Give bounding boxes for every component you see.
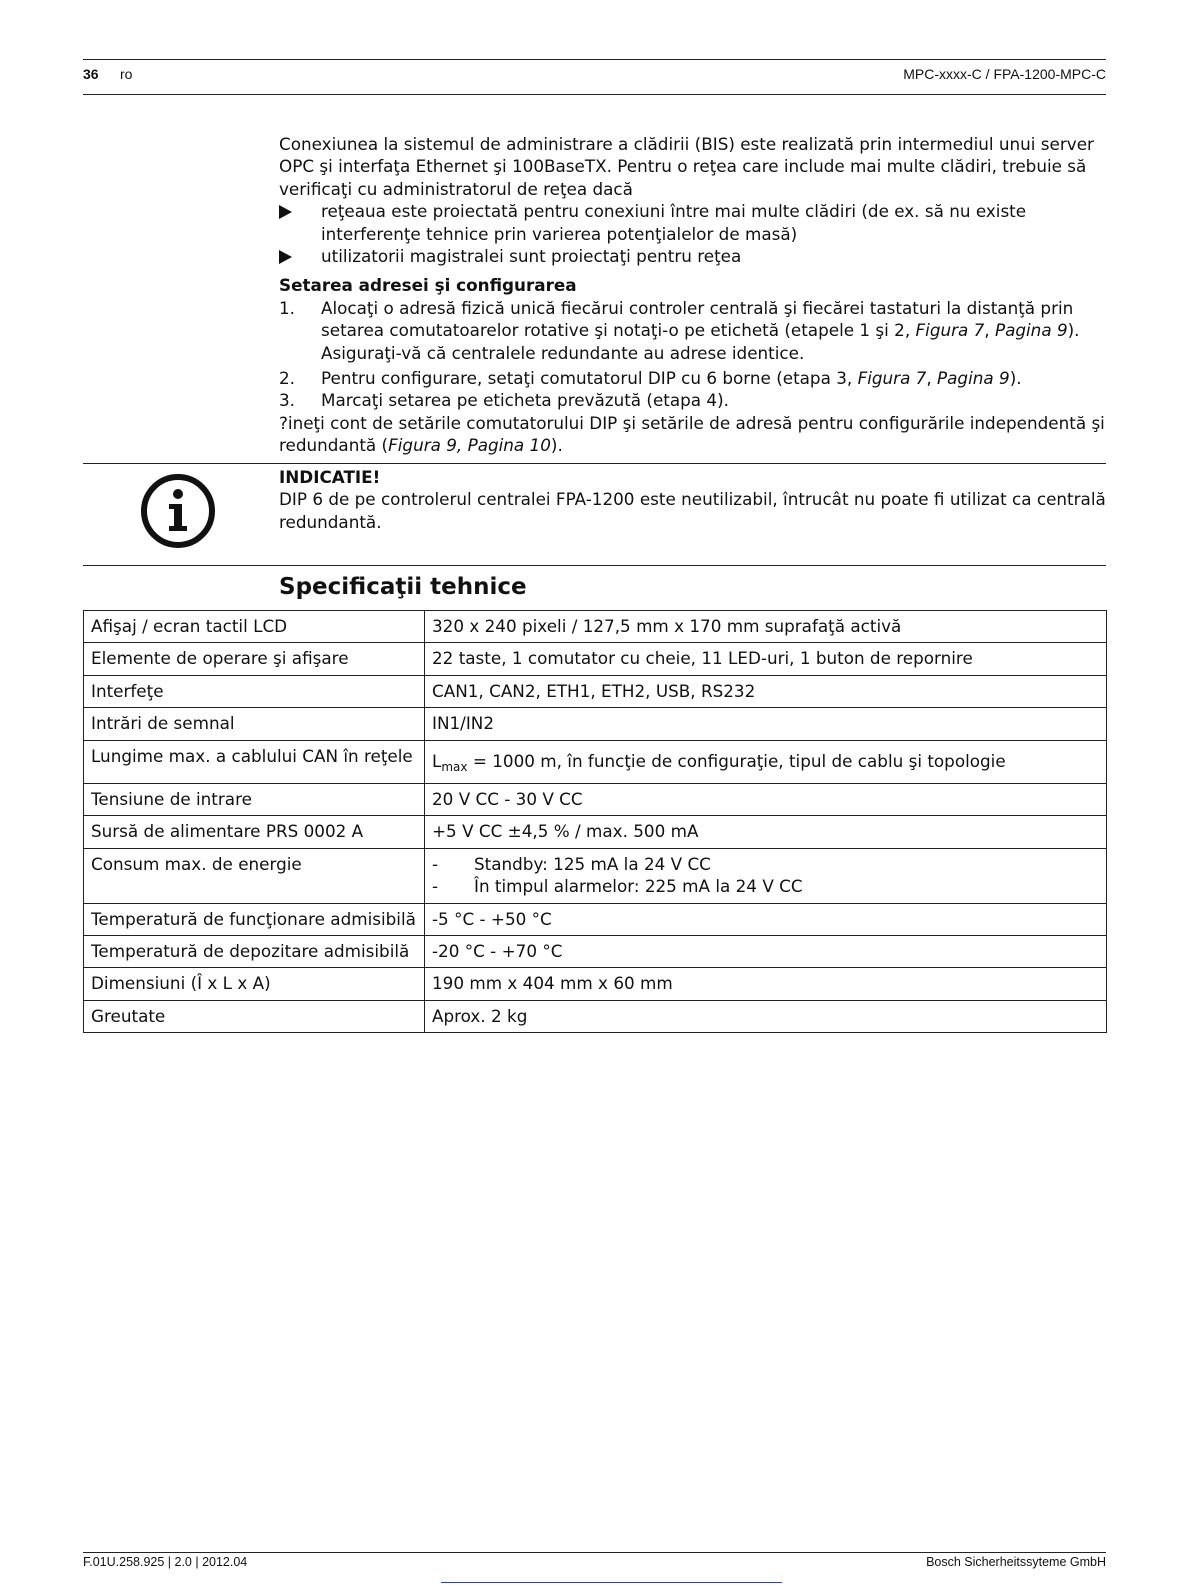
spec-value [425, 740, 1107, 783]
spec-label: Interfeţe [84, 675, 425, 707]
spec-value: 20 V CC - 30 V CC [425, 784, 1107, 816]
info-icon [140, 473, 216, 549]
spec-value: Aprox. 2 kg [425, 1000, 1107, 1032]
specs-title: Specificaţii tehnice [279, 574, 527, 600]
page-ref: Pagina 9 [937, 368, 1010, 389]
spec-label: Sursă de alimentare PRS 0002 A [84, 816, 425, 848]
table-row [84, 611, 1107, 643]
spec-label: Intrări de semnal [84, 708, 425, 740]
notice-rule-top [83, 463, 1106, 464]
figure-page-ref: Figura 9, Pagina 10 [388, 435, 551, 456]
figure-ref: Figura 7 [915, 320, 985, 341]
spec-value [425, 848, 1107, 903]
page-ref: Pagina 9 [994, 320, 1068, 341]
step-text-end: ). [1009, 368, 1022, 389]
spec-value: +5 V CC ±4,5 % / max. 500 mA [425, 816, 1107, 848]
ref-separator: , [984, 320, 995, 341]
table-row [84, 740, 1107, 783]
step-text-end: ). [1067, 320, 1080, 341]
table-row [84, 936, 1107, 968]
ref-separator: , [926, 368, 938, 389]
step-text: Alocaţi o adresă fizică unică fiecărui controler centrală şi fiecărei tastaturi la distanţă prin setarea comutatoarelor rotative şi notaţi-o pe etichetă (etapele 1 şi 2, [321, 297, 1074, 341]
dash-marker: - [432, 876, 439, 897]
main-content [279, 133, 1109, 457]
value-subscript: max [441, 759, 468, 774]
step-text: Marcaţi setarea pe eticheta prevăzută (etapa 4). [321, 390, 729, 411]
language-code: ro [120, 66, 133, 82]
step-item [279, 389, 1109, 411]
notice-rule-bottom [83, 565, 1106, 566]
spec-value: 190 mm x 404 mm x 60 mm [425, 968, 1107, 1000]
step-number: 1. [279, 297, 296, 318]
notice-title: INDICATIE! [279, 467, 381, 487]
section-heading: Setarea adresei şi configurarea [279, 275, 577, 296]
bullet-item [279, 200, 1109, 245]
list-item-text: Standby: 125 mA la 24 V CC [474, 853, 711, 874]
header-rule-bottom [83, 94, 1106, 95]
table-row [84, 708, 1107, 740]
closing-text: ?ineţi cont de setările comutatorului DIP şi setările de adresă pentru configurările independentă şi redundantă ( [279, 412, 1105, 456]
table-row [84, 643, 1107, 675]
notice-text: DIP 6 de pe controlerul centralei FPA-1200 este neutilizabil, întrucât nu poate fi utilizat ca centrală redundantă. [279, 489, 1106, 532]
list-item-text: În timpul alarmelor: 225 mA la 24 V CC [474, 876, 803, 897]
step-extra-text: Asiguraţi-vă că centralele redundante au adrese identice. [321, 342, 805, 363]
spec-label: Afişaj / ecran tactil LCD [84, 611, 425, 643]
bullet-text: reţeaua este proiectată pentru conexiuni între mai multe clădiri (de ex. să nu existe interferenţe tehnice prin varierea potenţialelor de masă) [321, 201, 1027, 244]
bullet-text: utilizatorii magistralei sunt proiectaţi pentru reţea [321, 246, 742, 267]
dash-list-item [432, 853, 1099, 875]
table-row [84, 1000, 1107, 1032]
table-row [84, 903, 1107, 935]
specs-table [83, 610, 1107, 1033]
step-number: 2. [279, 368, 296, 389]
figure-ref: Figura 7 [857, 368, 927, 389]
spec-value: -5 °C - +50 °C [425, 903, 1107, 935]
product-code: MPC-xxxx-C / FPA-1200-MPC-C [903, 66, 1106, 82]
spec-value: 320 x 240 pixeli / 127,5 mm x 170 mm suprafaţă activă [425, 611, 1107, 643]
spec-label: Temperatură de funcţionare admisibilă [84, 903, 425, 935]
spec-value: IN1/IN2 [425, 708, 1107, 740]
dash-marker: - [432, 853, 439, 874]
spec-label: Elemente de operare şi afişare [84, 643, 425, 675]
step-item [279, 297, 1109, 364]
step-number: 3. [279, 390, 296, 411]
table-row [84, 784, 1107, 816]
spec-value: CAN1, CAN2, ETH1, ETH2, USB, RS232 [425, 675, 1107, 707]
spec-label: Greutate [84, 1000, 425, 1032]
triangle-bullet-icon [279, 250, 292, 264]
step-text: Pentru configurare, setaţi comutatorul DIP cu 6 borne (etapa 3, [321, 368, 858, 389]
spec-label: Temperatură de depozitare admisibilă [84, 936, 425, 968]
company-name: Bosch Sicherheitssyteme GmbH [926, 1555, 1106, 1569]
spec-value: 22 taste, 1 comutator cu cheie, 11 LED-uri, 1 buton de repornire [425, 643, 1107, 675]
document-reference: F.01U.258.925 | 2.0 | 2012.04 [83, 1555, 248, 1569]
footer-rule [83, 1552, 1106, 1553]
spec-label: Consum max. de energie [84, 848, 425, 903]
table-row [84, 968, 1107, 1000]
triangle-bullet-icon [279, 205, 292, 219]
closing-text-end: ). [550, 435, 563, 456]
step-item [279, 367, 1109, 389]
spec-label: Dimensiuni (Î x L x A) [84, 968, 425, 1000]
value-text: = 1000 m, în funcţie de configuraţie, tipul de cablu şi topologie [467, 750, 1006, 771]
table-row [84, 816, 1107, 848]
table-row [84, 848, 1107, 903]
notice-box [279, 466, 1109, 533]
dash-list-item [432, 875, 1099, 897]
closing-paragraph [279, 412, 1109, 457]
page-edge-line [441, 1582, 782, 1583]
value-symbol: L [432, 750, 442, 771]
header-rule-top [83, 59, 1106, 60]
spec-value: -20 °C - +70 °C [425, 936, 1107, 968]
intro-paragraph: Conexiunea la sistemul de administrare a clădirii (BIS) este realizată prin intermediul unui server OPC şi interfaţa Ethernet şi 100BaseTX. Pentru o reţea care include mai multe clădiri, trebuie să verificaţi cu administratorul de reţea dacă [279, 134, 1094, 199]
bullet-item [279, 245, 1109, 267]
spec-label: Tensiune de intrare [84, 784, 425, 816]
table-row [84, 675, 1107, 707]
page-number: 36 [83, 66, 99, 82]
spec-label: Lungime max. a cablului CAN în reţele [84, 740, 425, 783]
